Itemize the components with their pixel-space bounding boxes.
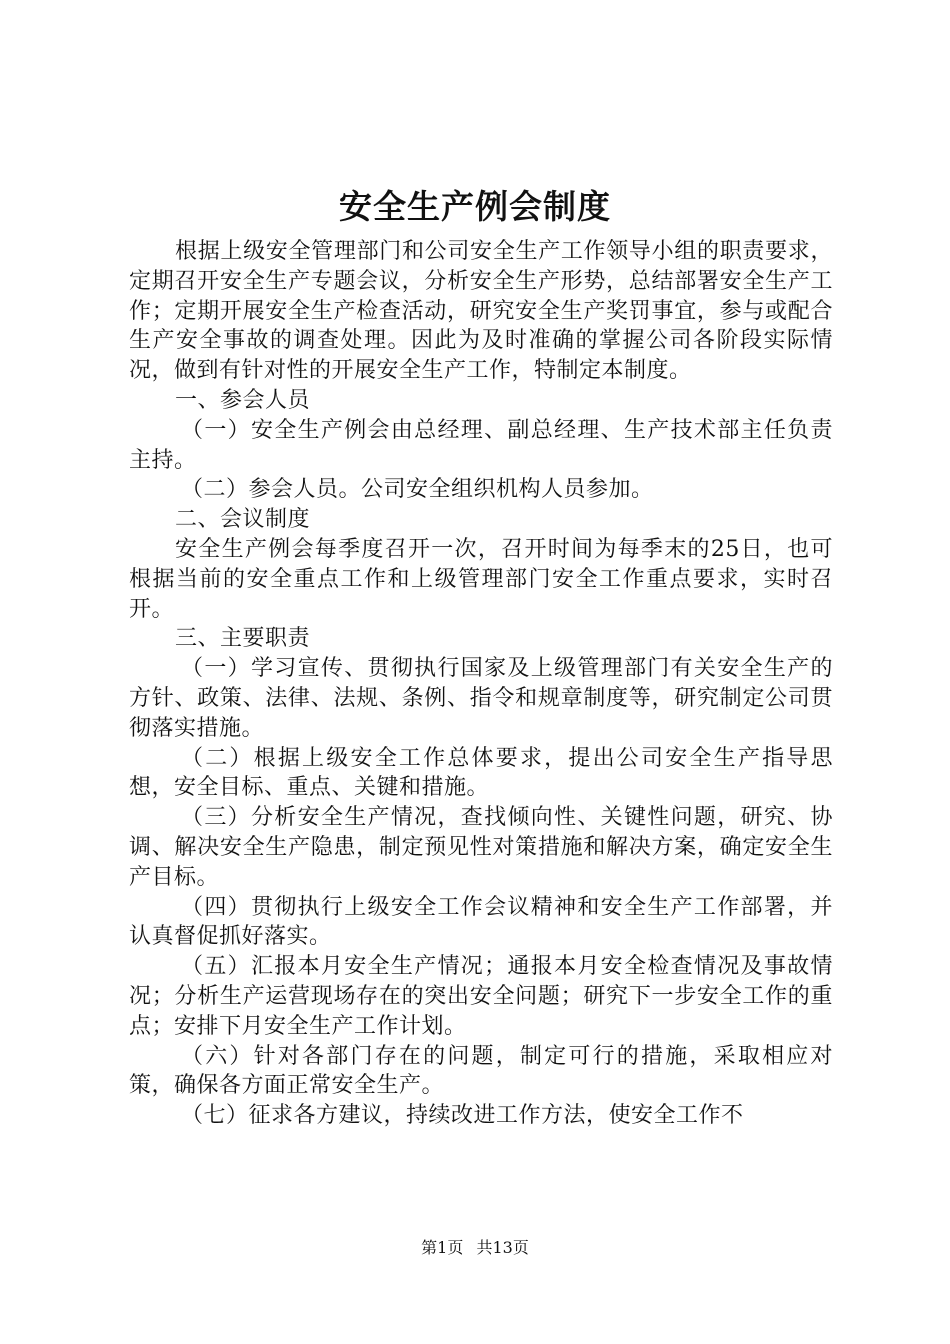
page-total: 共13页 [476, 1238, 529, 1257]
paragraph-duty-4: （四）贯彻执行上级安全工作会议精神和安全生产工作部署，并认真督促抓好落实。 [129, 894, 833, 950]
paragraph-duty-2: （二）根据上级安全工作总体要求，提出公司安全生产指导思想，安全目标、重点、关键和措施。 [129, 745, 833, 801]
heading-main-duties: 三、主要职责 [175, 626, 311, 652]
paragraph-intro: 根据上级安全管理部门和公司安全生产工作领导小组的职责要求，定期召开安全生产专题会议，分析安全生产形势，总结部署安全生产工作；定期开展安全生产检查活动，研究安全生产奖罚事宜，参与或配合生产安全事故的调查处理。因此为及时准确的掌握公司各阶段实际情况，做到有针对性的开展安全生产工作，特制定本制度。 [129, 239, 833, 384]
page-number: 第1页 [421, 1238, 464, 1257]
paragraph-attendees-2: （二）参会人员。公司安全组织机构人员参加。 [181, 477, 654, 503]
document-body [129, 237, 833, 1131]
paragraph-duty-6: （六）针对各部门存在的问题，制定可行的措施，采取相应对策，确保各方面正常安全生产。 [129, 1043, 833, 1099]
page-footer [0, 1237, 950, 1259]
heading-attendees: 一、参会人员 [175, 387, 311, 413]
paragraph-meeting-system: 安全生产例会每季度召开一次，召开时间为每季末的25日，也可根据当前的安全重点工作和上级管理部门安全工作重点要求，实时召开。 [129, 536, 833, 622]
paragraph-duty-3: （三）分析安全生产情况，查找倾向性、关键性问题，研究、协调、解决安全生产隐患，制定预见性对策措施和解决方案，确定安全生产目标。 [129, 805, 833, 890]
paragraph-attendees-1: （一）安全生产例会由总经理、副总经理、生产技术部主任负责主持。 [129, 417, 833, 473]
paragraph-duty-7: （七）征求各方建议，持续改进工作方法，使安全工作不 [181, 1103, 744, 1129]
document-title: 安全生产例会制度 [339, 187, 611, 226]
paragraph-duty-5: （五）汇报本月安全生产情况；通报本月安全检查情况及事故情况；分析生产运营现场存在的突出安全问题；研究下一步安全工作的重点；安排下月安全生产工作计划。 [129, 954, 833, 1039]
paragraph-duty-1: （一）学习宣传、贯彻执行国家及上级管理部门有关安全生产的方针、政策、法律、法规、条例、指令和规章制度等，研究制定公司贯彻落实措施。 [129, 656, 833, 741]
heading-meeting-system: 二、会议制度 [175, 507, 311, 533]
